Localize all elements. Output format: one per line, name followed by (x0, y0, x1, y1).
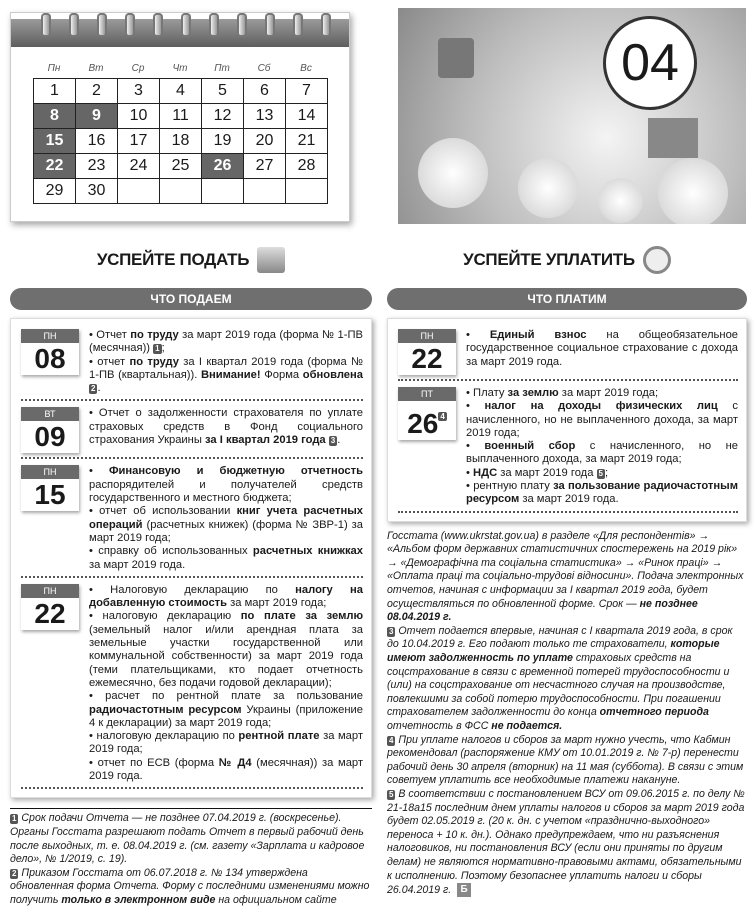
calendar-day (244, 179, 286, 204)
date-weekday: ПТ (398, 387, 456, 401)
deadline-entry (21, 459, 363, 577)
date-day (21, 343, 79, 375)
list-item (89, 407, 363, 447)
weekday-label: Вт (88, 63, 104, 74)
text: При уплате налогов и сборов за март нужно учесть, что Кабмин рекомендовал (распоряжение КМУ от 10.01.2019 г. № 7-р) перенести рабочий день 30 апреля (вторник) на 11 мая (суббота). В связи с этим советуем уплатить все необходимые платежи накануне. (387, 733, 744, 787)
footnotes-right (387, 530, 747, 898)
footnote-marker: 3 (389, 626, 394, 636)
date-day-number: 15 (34, 479, 66, 511)
calendar-day: 24 (118, 154, 160, 179)
binder-ring (321, 13, 331, 37)
text: Налоговую декларацию по (110, 583, 296, 596)
calendar-week (34, 79, 328, 104)
date-day-number: 22 (411, 343, 443, 374)
bold-text: военный сбор (484, 440, 576, 453)
footnote-marker: 5 (598, 468, 603, 478)
text: на общеобязательное государственное социальное страхование с дохода за март 2019 года. (466, 329, 739, 368)
date-day (21, 479, 79, 511)
calendar-day: 2 (76, 79, 118, 104)
bold-text: за I квартал 2019 года (205, 434, 326, 447)
text: за март 2019 года. (519, 493, 619, 506)
date-badge (21, 407, 79, 453)
text: (земельный налог и/или арендная плата за земельные участки государственной или коммунальной собственности) за март 2019 года (теми плательщиками, кто подает отчетность ежемесячно, без подачи годовой декларации); (89, 623, 363, 689)
text: Госстата (www.ukrstat.gov.ua) в разделе «Для респондентів» → «Альбом форм державних статистичних спостережень на 2019 рік» → «Демографічна та соціальна статистика» → «Ринок праці» → «Оплата праці та соціально-трудові відносини». Подача электронных отчетов, начиная с информации за I квартал 2019 года, будет осуществляться по обновленной форме. Срок — (387, 529, 744, 610)
deadline-entry (21, 323, 363, 401)
list-item (89, 730, 363, 757)
text: с начисленного, но не выплаченного дохода, за март 2019 года; (466, 440, 739, 466)
entry-items (89, 329, 363, 395)
date-badge (398, 329, 456, 375)
deadline-entry (21, 578, 363, 789)
page-mark: Б (457, 883, 471, 897)
date-day-number: 08 (34, 343, 66, 374)
list-item (466, 467, 738, 480)
text: Приказом Госстата от 06.07.2018 г. № 134 утверждена обновленная форма Отчета. Форму с последними изменениями можно получить (10, 866, 370, 906)
text: Отчет о задолженности страхователя по уплате страховых средств в Фонд социального страхования Украины (89, 407, 364, 447)
calendar-day: 9 (76, 104, 118, 129)
list-item (466, 480, 738, 507)
right-heading-row (387, 244, 747, 276)
text: за март 2019 года; (89, 730, 363, 756)
text: Отчет подается впервые, начиная с I квартала 2019 года, в срок до 10.04.2019 г. Его подают только те страхователи, (387, 624, 733, 651)
bold-text: НДС (473, 466, 498, 479)
calendar-day: 23 (76, 154, 118, 179)
footnotes-left (10, 808, 372, 907)
april-calendar (10, 12, 350, 222)
calendar-day (160, 179, 202, 204)
footnote (387, 788, 747, 898)
section-what-we-submit: ЧТО ПОДАЕМ (10, 288, 372, 310)
footnote (387, 625, 747, 734)
date-day (398, 401, 456, 440)
left-heading: УСПЕЙТЕ ПОДАТЬ (96, 250, 250, 269)
right-heading: УСПЕЙТЕ УПЛАТИТЬ (463, 250, 635, 269)
month-number-badge: 04 (603, 16, 697, 110)
calendar-day: 4 (160, 79, 202, 104)
date-weekday: ПН (21, 329, 79, 343)
bold-text: книг учета расчетных операций (89, 505, 363, 531)
date-badge (21, 584, 79, 630)
list-item (466, 329, 738, 369)
text: распорядителей и получателей средств государственного и местного бюджета; (89, 478, 363, 505)
text: ; (604, 466, 609, 479)
bold-text: расчетных книжках (252, 545, 363, 558)
calendar-day: 25 (160, 154, 202, 179)
bold-text: по труду (129, 355, 179, 368)
weekday-label: Пт (214, 63, 230, 74)
bold-text: Единый взнос (489, 329, 587, 341)
list-item (466, 387, 738, 400)
text: рентную плату (473, 480, 554, 493)
bold-text: отчетного периода (599, 706, 709, 719)
bold-text: налог на доходы физических лиц (484, 400, 718, 413)
text: с начисленного, но не выплаченного дохода, за март 2019 года; (466, 400, 739, 439)
list-item (466, 440, 738, 467)
calendar-day: 7 (286, 79, 328, 104)
calendar-day (202, 179, 244, 204)
bold-text: Финансовую и бюджетную отчетность (108, 465, 363, 478)
entry-items (89, 584, 363, 783)
date-badge (21, 329, 79, 375)
weekday-label: Ср (131, 63, 145, 74)
house (648, 118, 698, 158)
footnote-marker: 4 (440, 412, 445, 421)
calendar-day: 21 (286, 129, 328, 154)
text: за март 2019 года. (89, 558, 186, 571)
weekday-label: Сб (257, 63, 271, 74)
footnote-marker: 4 (389, 735, 394, 745)
list-item (89, 505, 363, 545)
pay-list (387, 318, 747, 522)
list-item (89, 356, 363, 396)
list-item (89, 757, 363, 784)
calendar-day: 16 (76, 129, 118, 154)
calendar-day: 20 (244, 129, 286, 154)
deadline-entry (398, 323, 738, 381)
text: справку об использованных (98, 545, 253, 558)
right-column (387, 318, 747, 898)
date-day (21, 421, 79, 453)
left-column (10, 318, 372, 907)
date-day-number: 22 (34, 597, 66, 629)
date-day (398, 343, 456, 375)
bold-text: не позднее 08.04.2019 г. (387, 597, 698, 624)
list-item (89, 465, 363, 505)
calendar-day: 19 (202, 129, 244, 154)
folders-icon (257, 247, 285, 273)
list-item (89, 545, 363, 572)
date-badge (398, 387, 456, 440)
spring-illustration (398, 8, 746, 224)
date-weekday: ПН (21, 465, 79, 479)
date-weekday: ПН (21, 584, 79, 598)
text: отчет по ЕСВ (форма (97, 756, 219, 769)
binder-ring (265, 13, 275, 37)
bold-text: налогу на добавленную стоимость (89, 583, 364, 610)
left-heading-row (10, 244, 372, 276)
binder-ring (69, 13, 79, 37)
date-day-number: 09 (34, 421, 66, 453)
calendar-day: 13 (244, 104, 286, 129)
bold-text: за землю (507, 387, 559, 399)
calendar-day: 28 (286, 154, 328, 179)
bold-text: обновлена (302, 368, 363, 381)
entry-items (466, 329, 738, 375)
binder-ring (181, 13, 191, 37)
weekday-label: Пн (47, 63, 61, 74)
entry-items (89, 407, 363, 453)
calendar-day: 14 (286, 104, 328, 129)
footnote (10, 812, 372, 866)
text: за март 2019 года; (558, 387, 659, 399)
footnote-marker: 2 (91, 384, 96, 394)
date-badge (21, 465, 79, 511)
text: Срок подачи Отчета — не позднее 07.04.2019 г. (воскресенье). Органы Госстата разрешают подать Отчет в первый рабочий день после выходных, т. е. 08.04.2019 г. (см. газету «Зарплата и кадровое дело», № 1/2019, с. 19). (10, 812, 365, 866)
calendar-grid (33, 78, 328, 204)
deadline-entry (21, 401, 363, 459)
binder-ring (209, 13, 219, 37)
text: Форма (260, 368, 303, 381)
footnote-marker: 5 (389, 789, 394, 799)
footnote (387, 530, 747, 625)
text: . (337, 434, 341, 447)
bold-text: радиочастотным ресурсом (89, 703, 242, 716)
bold-text: только в электронном виде (61, 893, 216, 906)
binder-ring (125, 13, 135, 37)
text: отчетность в ФСС (387, 719, 492, 732)
text: за I квартал 2019 года (форма № 1-ПВ (квартальная)). (89, 355, 363, 381)
calendar-day: 3 (118, 79, 160, 104)
list-item (89, 610, 363, 690)
text: отчет об использовании (99, 505, 237, 518)
footnote (387, 734, 747, 788)
footnote-marker: 1 (155, 344, 160, 354)
bold-text: Внимание! (200, 368, 261, 381)
date-weekday: ВТ (21, 407, 79, 421)
bold-text: не подается. (491, 719, 563, 732)
bold-text: по труду (130, 329, 179, 341)
text: Украины (приложение 4 к декларации) за март 2019 года; (89, 703, 363, 729)
text: (месячная)) за март 2019 года. (89, 756, 364, 783)
bold-text: которые имеют задолженность по уплате (387, 638, 720, 665)
calendar-day: 18 (160, 129, 202, 154)
calendar-day: 15 (34, 129, 76, 154)
text: отчет (97, 355, 130, 368)
text: . (97, 382, 101, 395)
calendar-day: 5 (202, 79, 244, 104)
calendar-day: 22 (34, 154, 76, 179)
footnote-marker: 1 (12, 814, 17, 824)
text: Отчет (96, 329, 131, 341)
bold-text: № Д4 (218, 756, 252, 769)
list-item (89, 329, 363, 356)
calendar-day: 12 (202, 104, 244, 129)
calendar-week (34, 179, 328, 204)
calendar-day: 10 (118, 104, 160, 129)
calendar-week (34, 154, 328, 179)
text: расчет по рентной плате за пользование (105, 690, 363, 703)
calendar-week (34, 129, 328, 154)
text: Плату (473, 387, 508, 399)
submit-list (10, 318, 372, 798)
calendar-day: 29 (34, 179, 76, 204)
weekday-label: Вс (300, 63, 312, 74)
deadline-entry (398, 381, 738, 513)
calendar-day: 1 (34, 79, 76, 104)
section-what-we-pay: ЧТО ПЛАТИМ (387, 288, 747, 310)
text: (расчетных книжек) (форма № ЗВР-1) за март 2019 года; (89, 518, 363, 544)
binder-ring (293, 13, 303, 37)
calendar-day (286, 179, 328, 204)
footnote-marker: 3 (330, 436, 336, 446)
binder-ring (97, 13, 107, 37)
binder-ring (153, 13, 163, 37)
text: В соответствии с постановлением ВСУ от 09.06.2015 г. по делу № 21-18а15 последним днем уплаты налогов и сборов за март 2019 года будет 02.05.2019 г. (20 к. дн. с учетом «празднично-выходного» переноса + 10 к. дн.). Однако предупреждаем, что ни разъяснения налоговиков, ни постановления ВСУ (если они приняты по другим делам) не являются нормативно-правовыми актами, обязательными к исполнению. Поэтому безопаснее уплатить налоги и сборы 26.04.2019 г. (387, 787, 745, 896)
calendar-day: 27 (244, 154, 286, 179)
footnote (10, 867, 372, 907)
clock-icon (643, 246, 671, 274)
bold-text: за пользование радиочастотным ресурсом (466, 480, 738, 506)
list-item (89, 690, 363, 730)
list-item (466, 400, 738, 440)
binder-ring (237, 13, 247, 37)
calendar-day: 17 (118, 129, 160, 154)
text: налоговую декларацию по (96, 730, 239, 743)
entry-items (466, 387, 738, 507)
text: страховых средств на соцстрахование в связи с временной потерей трудоспособности и (или) на соцстрахование от несчастного случая на производстве, повлекшими за собой потерю трудоспособности. При погашении страхователем задолженности до конца (387, 652, 730, 719)
weekday-label: Чт (172, 63, 188, 74)
bold-text: по плате за землю (240, 610, 364, 623)
calendar-day: 26 (202, 154, 244, 179)
date-weekday: ПН (398, 329, 456, 343)
text: за март 2019 года; (227, 597, 327, 610)
binder-ring (41, 13, 51, 37)
birdhouse (438, 38, 474, 78)
calendar-week (34, 104, 328, 129)
calendar-day (118, 179, 160, 204)
entry-items (89, 465, 363, 571)
text: ; (161, 342, 165, 355)
date-day (21, 598, 79, 630)
calendar-day: 8 (34, 104, 76, 129)
text: за март 2019 года (497, 466, 597, 479)
list-item (89, 584, 363, 611)
text: налоговую декларацию (102, 610, 241, 623)
bold-text: рентной плате (238, 730, 320, 743)
text: за март 2019 года (форма № 1-ПВ (месячная)) (89, 329, 363, 355)
calendar-day: 6 (244, 79, 286, 104)
footnote-marker: 2 (12, 868, 17, 878)
text: на официальном сайте (215, 893, 337, 906)
weekday-header (33, 63, 327, 74)
calendar-day: 30 (76, 179, 118, 204)
date-day-number: 26 (407, 408, 439, 439)
calendar-day: 11 (160, 104, 202, 129)
